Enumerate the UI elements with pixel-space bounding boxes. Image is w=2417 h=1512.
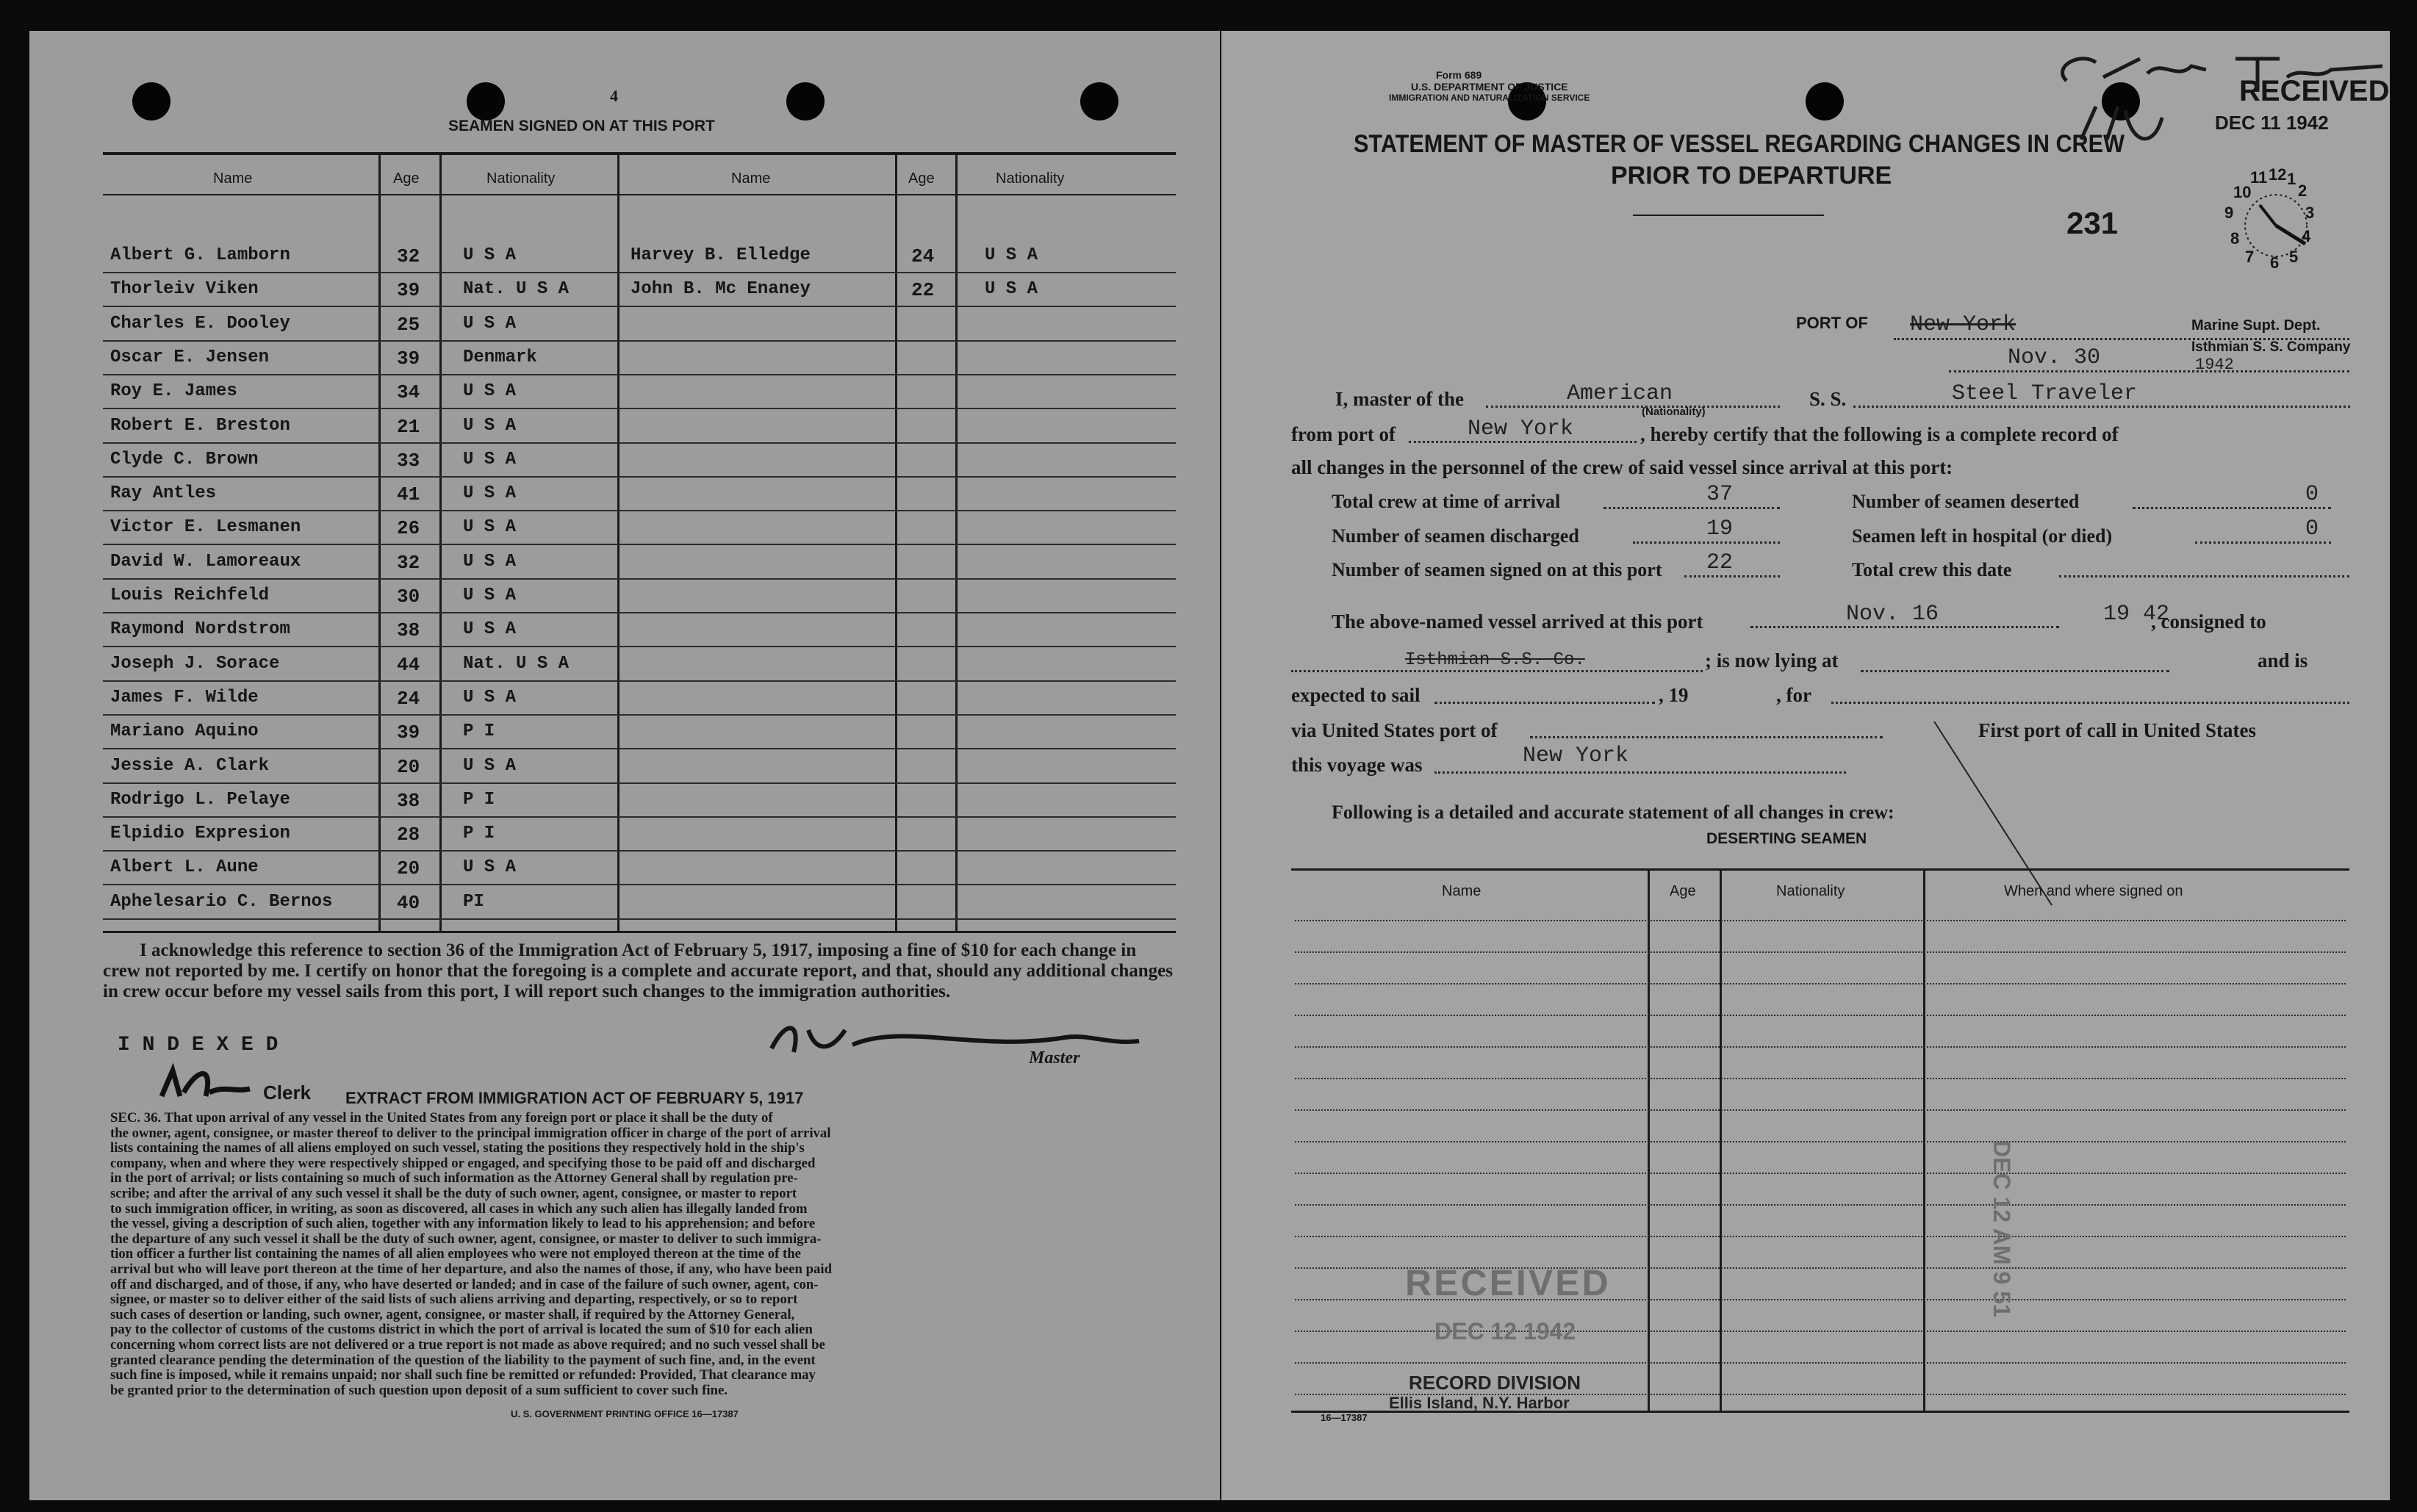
seaman-nationality: U S A [463, 449, 517, 469]
seaman-nationality: P I [463, 824, 495, 844]
header-nationality: Nationality [486, 170, 556, 187]
clock-number: 11 [2250, 168, 2268, 187]
row-rule [103, 544, 1176, 545]
desert-row-line [1295, 1015, 2346, 1016]
punch-hole [786, 82, 825, 120]
this-voyage-label: this voyage was [1291, 754, 1423, 776]
side-stamp: DEC 12 AM 9 51 [1989, 1140, 2015, 1317]
extract-line: to such immigration officer, in writing, as soon as discovered, all cases in which any such alien has illegally landed from [110, 1200, 808, 1217]
desert-row-line [1295, 1141, 2346, 1142]
seaman-nationality: U S A [463, 313, 517, 334]
header-nationality-2: Nationality [996, 170, 1065, 187]
printing-office: U. S. GOVERNMENT PRINTING OFFICE 16—17387 [511, 1408, 739, 1419]
extract-line: scribe; and after the arrival of any such vessel it shall be the duty of such owner, agent, consignee, or master to report [110, 1186, 797, 1201]
clock-number: 1 [2287, 170, 2296, 188]
form-serial-number: 231 [2066, 206, 2119, 240]
nationality-caption: (Nationality) [1642, 406, 1706, 418]
table-header-rule [103, 194, 1176, 195]
seaman-name: John B. Mc Enaney [631, 279, 811, 300]
seaman-age: 20 [397, 755, 420, 778]
seaman-age: 39 [397, 347, 420, 370]
seaman-age: 44 [397, 653, 420, 676]
leader [1633, 541, 1780, 544]
desert-row-line [1295, 1173, 2346, 1174]
col-divider [895, 152, 897, 931]
row-rule [103, 510, 1176, 511]
row-rule [103, 272, 1176, 273]
punch-hole [1080, 82, 1118, 120]
seaman-nationality: U S A [463, 483, 517, 504]
nineteen: , 19 [1659, 684, 1689, 706]
table-bottom-rule [103, 931, 1176, 933]
seaman-nationality: P I [463, 789, 495, 810]
header-name: Name [213, 170, 253, 187]
all-changes-text: all changes in the personnel of the crew of said vessel since arrival at this port: [1291, 456, 1953, 478]
row-rule [103, 782, 1176, 784]
expected-label: expected to sail [1291, 684, 1421, 706]
clock-number: 9 [2224, 204, 2234, 222]
clock-number: 5 [2289, 248, 2299, 266]
lying-at-line [1861, 670, 2169, 672]
table-title: SEAMEN SIGNED ON AT THIS PORT [448, 118, 715, 134]
desert-header-nationality: Nationality [1776, 883, 1845, 899]
form-code: 16—17387 [1321, 1412, 1368, 1423]
row-rule [103, 578, 1176, 580]
seaman-name: Aphelesario C. Bernos [110, 891, 333, 912]
seaman-age: 22 [911, 279, 935, 302]
page-number: 4 [610, 87, 618, 105]
seaman-nationality: U S A [463, 687, 517, 708]
discharged-label: Number of seamen discharged [1332, 525, 1579, 547]
extract-line: the vessel, giving a description of such alien, together with any information likely to lead to his apprehension; and before [110, 1216, 816, 1232]
discharged-value: 19 [1706, 516, 1734, 541]
header-name-2: Name [731, 170, 771, 187]
seaman-age: 24 [397, 687, 420, 710]
consigned-to: , consigned to [2151, 611, 2266, 633]
col-divider [617, 152, 619, 931]
statement-date: Nov. 30 [2008, 345, 2101, 370]
vessel-name: Steel Traveler [1952, 381, 2138, 406]
ss-label: S. S. [1809, 388, 1847, 410]
seaman-age: 38 [397, 619, 420, 642]
seaman-nationality: U S A [985, 245, 1038, 265]
received-stamp-2: RECEIVED [1405, 1262, 1611, 1303]
seaman-age: 33 [397, 449, 420, 472]
desert-header-when: When and where signed on [2004, 883, 2183, 899]
extract-line: the owner, agent, consignee, or master thereof to deliver to the principal immigration officer in charge of the port of arrival [110, 1125, 831, 1141]
desert-row-line [1295, 1109, 2346, 1111]
date-line [1949, 370, 2349, 372]
form-title: STATEMENT OF MASTER OF VESSEL REGARDING CHANGES IN CREW [1354, 130, 2125, 158]
extract-line: in the port of arrival; or lists containing so much of such information as the Attorney General shall by regulation pre- [110, 1170, 798, 1187]
seaman-name: Oscar E. Jensen [110, 347, 270, 367]
nationality-line [1486, 406, 1780, 408]
desert-row-line [1295, 1078, 2346, 1079]
clock-number: 2 [2298, 181, 2308, 200]
seaman-name: Raymond Nordstrom [110, 619, 290, 640]
deserted-value: 0 [2305, 482, 2319, 507]
col-divider [955, 152, 958, 931]
arrived-label: The above-named vessel arrived at this port [1332, 611, 1703, 633]
seaman-name: Charles E. Dooley [110, 313, 290, 334]
left-page [29, 31, 1220, 1500]
row-rule [103, 442, 1176, 444]
handwritten-notation [2037, 37, 2390, 162]
clerk-label: Clerk [263, 1081, 312, 1104]
desert-header-age: Age [1670, 883, 1696, 899]
from-port: New York [1468, 417, 1574, 442]
seaman-name: Joseph J. Sorace [110, 653, 280, 674]
form-number: Form 689 [1436, 69, 1482, 81]
vessel-line [1853, 406, 2350, 408]
seaman-nationality: U S A [463, 755, 517, 776]
seaman-nationality: U S A [463, 381, 517, 402]
extract-line: signee, or master so to deliver either of the said lists of such aliens arriving and departing, respectively, or so to report [110, 1292, 798, 1308]
statement-year: 1942 [2195, 356, 2234, 374]
col-divider [439, 152, 442, 931]
via-label: via United States port of [1291, 719, 1498, 741]
hospital-value: 0 [2305, 516, 2319, 541]
seaman-nationality: U S A [463, 586, 517, 605]
signed-on-value: 22 [1706, 550, 1734, 575]
acknowledgement: I acknowledge this reference to section 36 of the Immigration Act of February 5, 1917, imposing a fine of $10 for each change in crew not reported by me. I certify on honor that the foregoing is a complete and accurate report, and that, should any additional changes in crew occur before my vessel sails from this port, I will report such changes to the immigration authorities. [103, 940, 1173, 1001]
seaman-name: Victor E. Lesmanen [110, 517, 301, 538]
desert-row-line [1295, 920, 2346, 921]
arrived-date: Nov. 16 [1846, 602, 1939, 627]
seaman-nationality: U S A [463, 517, 517, 538]
extract-line: be granted prior to the determination of such question upon deposit of a sum sufficient to cover such fine. [110, 1382, 728, 1398]
arrived-line [1750, 626, 2059, 628]
record-division: RECORD DIVISION [1409, 1372, 1581, 1394]
row-rule [103, 476, 1176, 478]
clock-stamp [2224, 165, 2327, 277]
desert-row-line [1295, 983, 2346, 984]
port-value: New York [1910, 312, 2016, 337]
extract-line: tion officer a further list containing the names of all alien employees who were not employed thereon at the time of the [110, 1246, 801, 1262]
extract-line: SEC. 36. That upon arrival of any vessel in the United States from any foreign port or place it shall be the duty of [110, 1110, 773, 1126]
header-age-2: Age [908, 170, 935, 187]
master-label: Master [1029, 1048, 1080, 1068]
header-age: Age [393, 170, 420, 187]
seaman-nationality: Nat. U S A [463, 653, 570, 674]
clock-number: 8 [2230, 229, 2240, 248]
row-rule [103, 680, 1176, 682]
extract-line: such fine is imposed, while it remains unpaid; nor shall such fine be remitted or refunded: Provided, That clearance may [110, 1367, 816, 1383]
desert-row-line [1295, 1046, 2346, 1048]
signed-on-label: Number of seamen signed on at this port [1332, 559, 1662, 580]
for-label: , for [1776, 684, 1811, 706]
desert-header-name: Name [1442, 883, 1482, 899]
seaman-nationality: U S A [463, 857, 517, 878]
seaman-nationality: U S A [463, 245, 517, 265]
indexed-stamp: I N D E X E D [118, 1034, 279, 1056]
title-rule [1633, 215, 1824, 216]
seaman-age: 32 [397, 551, 420, 574]
seaman-name: Louis Reichfeld [110, 586, 270, 605]
master-signature [757, 1008, 1168, 1067]
clock-number: 10 [2233, 183, 2252, 201]
seaman-age: 41 [397, 483, 420, 506]
seaman-nationality: Nat. U S A [463, 279, 570, 300]
form-subtitle: PRIOR TO DEPARTURE [1611, 162, 1892, 190]
col-divider [378, 152, 381, 931]
extract-line: lists containing the names of all aliens employed on such vessel, stating the positions they respectively hold in the ship's [110, 1140, 805, 1156]
seaman-nationality: U S A [985, 279, 1038, 300]
extract-line: concerning whom correct lists are not delivered or a true report is not made as above required; and no such vessel shall be [110, 1337, 825, 1353]
row-rule [103, 612, 1176, 613]
extract-line: the departure of any such vessel it shall be the duty of such owner, agent, consignee, or master to deliver to such immigra- [110, 1231, 822, 1247]
lying-at: ; is now lying at [1705, 649, 1839, 672]
seaman-nationality: PI [463, 891, 484, 912]
isthmian-company: Isthmian S. S. Company [2191, 339, 2351, 355]
desert-table-top [1291, 868, 2349, 871]
arrived-year: 19 42 [2103, 602, 2170, 627]
punch-hole [1806, 82, 1844, 120]
seaman-name: Elpidio Expresion [110, 824, 290, 844]
seaman-name: Roy E. James [110, 381, 237, 402]
row-rule [103, 646, 1176, 647]
seaman-age: 21 [397, 415, 420, 438]
received-stamp-date: DEC 11 1942 [2215, 112, 2329, 134]
seaman-name: Clyde C. Brown [110, 449, 259, 469]
consignee-line [1291, 670, 1703, 672]
following-text: Following is a detailed and accurate statement of all changes in crew: [1332, 802, 1895, 823]
received-stamp-2-date: DEC 12 1942 [1434, 1318, 1576, 1344]
seaman-age: 40 [397, 891, 420, 914]
received-stamp: RECEIVED [2239, 75, 2390, 107]
for-line [1831, 702, 2349, 704]
consignee: Isthmian S.S. Co. [1405, 650, 1585, 670]
row-rule [103, 374, 1176, 375]
seaman-nationality: U S A [463, 551, 517, 572]
port-of-label: PORT OF [1796, 314, 1868, 332]
first-port-label: First port of call in United States [1978, 719, 2256, 741]
leader [1603, 507, 1780, 509]
clock-number: 12 [2269, 165, 2287, 184]
and-is: and is [2258, 649, 2308, 672]
extract-line: granted clearance pending the determination of the question of the liability to the payment of such fine, and, in the event [110, 1352, 816, 1368]
leader [2195, 541, 2331, 544]
seaman-name: Rodrigo L. Pelaye [110, 789, 290, 810]
extract-title: EXTRACT FROM IMMIGRATION ACT OF FEBRUARY 5, 1917 [345, 1089, 804, 1107]
from-port-line [1409, 441, 1637, 443]
clock-number: 4 [2302, 227, 2311, 245]
seaman-age: 39 [397, 721, 420, 744]
deserting-title: DESERTING SEAMEN [1706, 830, 1867, 847]
extract-line: arrival but who will leave port thereon at the time of her departure, and also the names of those, if any, who have been paid [110, 1261, 832, 1277]
seaman-age: 24 [911, 245, 935, 267]
desert-row-line [1295, 951, 2346, 953]
seaman-name: Ray Antles [110, 483, 217, 504]
punch-hole [132, 82, 170, 120]
clock-number: 3 [2305, 204, 2315, 222]
extract-line: pay to the collector of customs of the customs district in which the port of arrival is located the sum of $10 for each alien [110, 1322, 813, 1338]
deserted-label: Number of seamen deserted [1852, 491, 2080, 512]
punch-hole [467, 82, 505, 120]
leader [2133, 507, 2331, 509]
seaman-nationality: Denmark [463, 347, 537, 367]
seaman-age: 32 [397, 245, 420, 267]
total-crew-value: 37 [1706, 482, 1734, 507]
seaman-age: 34 [397, 381, 420, 404]
seaman-name: James F. Wilde [110, 687, 259, 708]
clock-number: 6 [2270, 253, 2280, 272]
first-port: New York [1523, 744, 1629, 768]
row-rule [103, 340, 1176, 342]
vessel-nationality: American [1567, 381, 1673, 406]
seaman-name: Thorleiv Viken [110, 279, 259, 300]
row-rule [103, 408, 1176, 409]
desert-row-line [1295, 1236, 2346, 1237]
leader [2059, 575, 2349, 577]
i-master-label: I, master of the [1335, 388, 1464, 410]
ellis-island: Ellis Island, N.Y. Harbor [1389, 1394, 1570, 1412]
seaman-name: Albert L. Aune [110, 857, 259, 878]
seaman-age: 38 [397, 789, 420, 812]
from-port-label: from port of [1291, 423, 1396, 445]
seaman-age: 26 [397, 517, 420, 540]
hospital-label: Seamen left in hospital (or died) [1852, 525, 2113, 547]
seaman-nationality: U S A [463, 415, 517, 436]
desert-row-line [1295, 1204, 2346, 1206]
pen-stroke [1919, 721, 2066, 912]
seaman-age: 20 [397, 857, 420, 880]
row-rule [103, 850, 1176, 852]
extract-line: company, when and where they were respectively shipped or engaged, and specifying those to be paid off and discharged [110, 1155, 816, 1171]
leader [1684, 575, 1780, 577]
right-page [1221, 31, 2390, 1500]
row-rule [103, 816, 1176, 818]
department: U.S. DEPARTMENT OF JUSTICE [1411, 81, 1568, 93]
seaman-age: 25 [397, 313, 420, 336]
seaman-name: Mariano Aquino [110, 721, 259, 742]
certify-text: , hereby certify that the following is a complete record of [1640, 423, 2119, 445]
expected-line [1434, 702, 1655, 704]
desert-row-line [1295, 1362, 2346, 1364]
seaman-nationality: P I [463, 721, 495, 742]
seaman-name: Harvey B. Elledge [631, 245, 811, 265]
seaman-nationality: U S A [463, 619, 517, 640]
row-rule [103, 918, 1176, 920]
total-now-label: Total crew this date [1852, 559, 2012, 580]
clock-number: 7 [2245, 248, 2255, 266]
seaman-age: 39 [397, 279, 420, 302]
seaman-name: David W. Lamoreaux [110, 551, 301, 572]
row-rule [103, 884, 1176, 885]
marine-supt: Marine Supt. Dept. [2191, 317, 2321, 334]
via-line [1530, 736, 1883, 738]
row-rule [103, 748, 1176, 749]
service: IMMIGRATION AND NATURALIZATION SERVICE [1389, 93, 1590, 103]
seaman-age: 30 [397, 586, 420, 608]
extract-line: off and discharged, and of those, if any, who have deserted or landed; and in case of the failure of such owner, agent, con- [110, 1276, 819, 1292]
total-crew-label: Total crew at time of arrival [1332, 491, 1561, 512]
first-port-line [1434, 771, 1846, 774]
row-rule [103, 306, 1176, 307]
row-rule [103, 714, 1176, 716]
seaman-age: 28 [397, 824, 420, 846]
clerk-initials [154, 1063, 257, 1107]
seaman-name: Albert G. Lamborn [110, 245, 290, 265]
table-top-rule [103, 152, 1176, 155]
extract-line: such cases of desertion or landing, such owner, agent, consignee, or master shall, if required by the Attorney General, [110, 1306, 795, 1322]
seaman-name: Robert E. Breston [110, 415, 290, 436]
seaman-name: Jessie A. Clark [110, 755, 270, 776]
